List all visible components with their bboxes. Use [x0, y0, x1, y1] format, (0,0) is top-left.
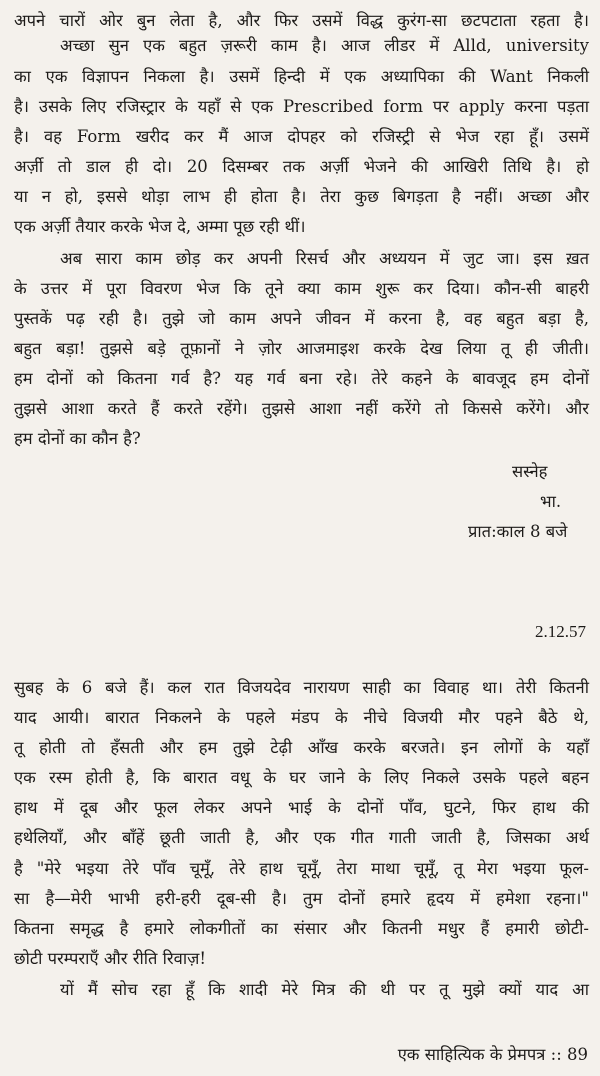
text-line: हम दोनों का कौन है? [14, 429, 141, 448]
text-line: यों मैं सोच रहा हूँ कि शादी मेरे मित्र की थी पर तू मुझे क्यों याद आ [60, 980, 589, 999]
text-line: अब सारा काम छोड़ कर अपनी रिसर्च और अध्ययन में जुट जा। इस ख़त [60, 249, 589, 268]
signature: भा. [540, 492, 562, 511]
text-line: के उत्तर में पूरा विवरण भेज कि तूने क्या काम शुरू कर दिया। कौन-सी बाहरी [14, 279, 589, 298]
text-line: एक अर्ज़ी तैयार करके भेज दे, अम्मा पूछ रही थीं। [14, 217, 306, 236]
text-line: हथेलियाँ, और बाँहें छूती जाती है, और एक गीत गाती जाती है, जिसका अर्थ [14, 828, 589, 847]
letter-date: 2.12.57 [535, 622, 586, 641]
text-line: तुझसे आशा करते हैं करते रहेंगे। तुझसे आशा नहीं करेंगे तो किससे करेंगे। और [14, 399, 589, 418]
text-line: कितना समृद्ध है हमारे लोकगीतों का संसार और कितनी मधुर हैं हमारी छोटी- [14, 919, 589, 938]
text-line: एक रस्म होती है, कि बारात वधू के घर जाने के लिए निकले उसके पहले बहन [14, 768, 589, 787]
text-line: पुस्तकें पढ़ रही है। तुझे जो काम अपने जीवन में करना है, वह बहुत बड़ा है, [14, 309, 589, 328]
text-line: हम दोनों को कितना गर्व है? यह गर्व बना रहे। तेरे कहने के बावजूद हम दोनों [14, 369, 589, 388]
text-line: बहुत बड़ा! तुझसे बड़े तूफ़ानों ने ज़ोर आजमाइश करके देख लिया तू ही जीती। [14, 339, 589, 358]
closing: सस्नेह [512, 462, 548, 481]
text-line: हाथ में दूब और फूल लेकर अपने भाई के दोनों पाँव, घुटने, फिर हाथ की [14, 798, 589, 817]
text-line: या न हो, इससे थोड़ा लाभ ही होता है। तेरा कुछ बिगड़ता है नहीं। अच्छा और [14, 187, 589, 206]
text-line: अपने चारों ओर बुन लेता है, और फिर उसमें विद्ध कुरंग-सा छटपटाता रहता है। [14, 11, 589, 30]
page-footer: एक साहित्यिक के प्रेमपत्र :: 89 [397, 1045, 588, 1064]
text-line: है। वह Form खरीद कर मैं आज दोपहर को रजिस्ट्री से भेज रहा हूँ। उसमें [14, 127, 589, 146]
text-line: अच्छा सुन एक बहुत ज़रूरी काम है। आज लीडर में Alld, university [60, 36, 589, 55]
time-note: प्रात:काल 8 बजे [468, 522, 568, 541]
text-line: याद आयी। बारात निकलने के पहले मंडप के नीचे विजयी मौर पहने बैठे थे, [14, 708, 589, 727]
text-line: सुबह के 6 बजे हैं। कल रात विजयदेव नारायण साही का विवाह था। तेरी कितनी [14, 678, 589, 697]
text-line: छोटी परम्पराएँ और रीति रिवाज़! [14, 949, 206, 968]
text-line: तू होती तो हँसती और हम तुझे टेढ़ी आँख करके बरजते। इन लोगों के यहाँ [14, 738, 589, 757]
text-line: सा है—मेरी भाभी हरी-हरी दूब-सी है। तुम दोनों हमारे हृदय में हमेशा रहना।" [14, 889, 589, 908]
text-line: अर्ज़ी तो डाल ही दो। 20 दिसम्बर तक अर्ज़ी भेजने की आखिरी तिथि है। हो [14, 157, 589, 176]
text-line: है "मेरे भइया तेरे पाँव चूमूँ, तेरे हाथ चूमूँ, तेरा माथा चूमूँ, तू मेरा भइया फूल- [14, 859, 589, 878]
text-line: का एक विज्ञापन निकला है। उसमें हिन्दी में एक अध्यापिका की Want निकली [14, 67, 589, 86]
text-line: है। उसके लिए रजिस्ट्रार के यहाँ से एक Prescribed form पर apply करना पड़ता [14, 97, 589, 116]
